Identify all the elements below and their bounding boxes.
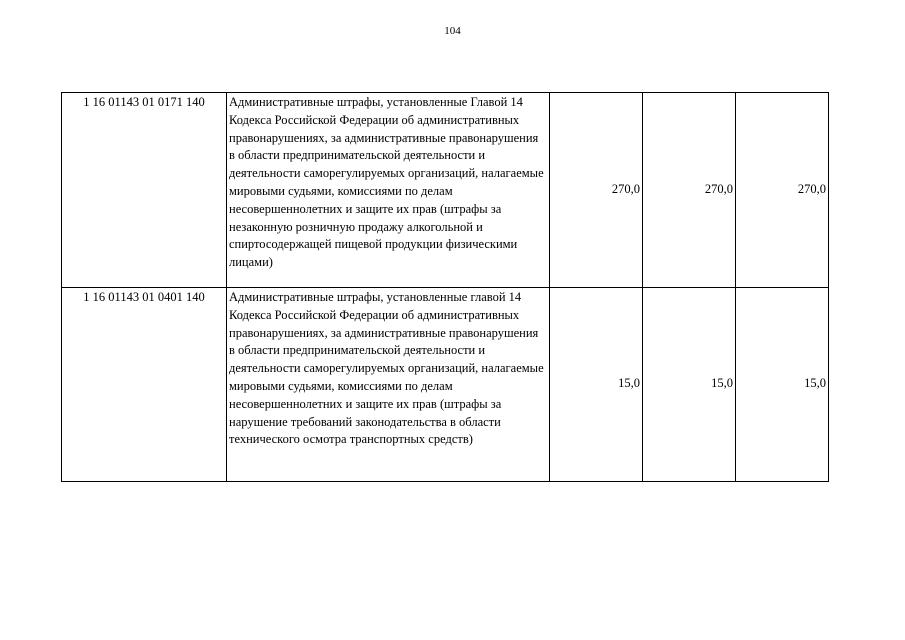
budget-table — [61, 92, 829, 482]
amount-year-3: 270,0 — [736, 93, 829, 288]
table-body — [62, 93, 829, 482]
budget-classification-code: 1 16 01143 01 0401 140 — [62, 288, 227, 482]
amount-year-1: 270,0 — [550, 93, 643, 288]
page-number: 104 — [444, 25, 461, 37]
amount-year-1: 15,0 — [550, 288, 643, 482]
amount-year-2: 15,0 — [643, 288, 736, 482]
amount-year-2: 270,0 — [643, 93, 736, 288]
table-row — [62, 288, 829, 482]
revenue-description: Административные штрафы, установленные главой 14 Кодекса Российской Федерации об административных правонарушениях, за административные правонарушения в области предпринимательской деятельности и деятельности саморегулируемых организаций, налагаемые мировыми судьями, комиссиями по делам несовершеннолетних и защите их прав (штрафы за нарушение требований законодательства в области технического осмотра транспортных средств) — [227, 288, 550, 482]
revenue-description: Административные штрафы, установленные Главой 14 Кодекса Российской Федерации об административных правонарушениях, за административные правонарушения в области предпринимательской деятельности и деятельности саморегулируемых организаций, налагаемые мировыми судьями, комиссиями по делам несовершеннолетних и защите их прав (штрафы за незаконную розничную продажу алкогольной и спиртосодержащей пищевой продукции физическими лицами) — [227, 93, 550, 288]
budget-classification-code: 1 16 01143 01 0171 140 — [62, 93, 227, 288]
amount-year-3: 15,0 — [736, 288, 829, 482]
table-row — [62, 93, 829, 288]
